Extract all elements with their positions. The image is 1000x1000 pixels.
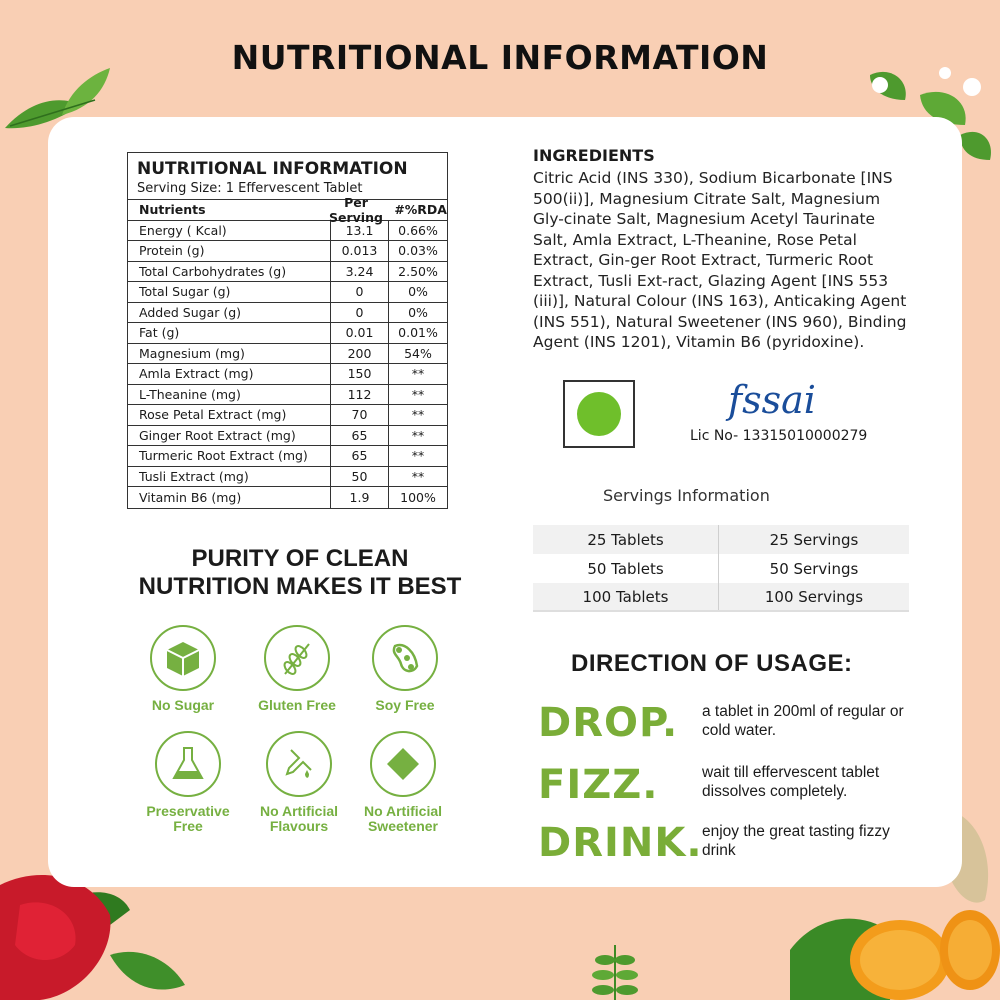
- step-desc-fizz: wait till effervescent tablet dissolves completely.: [702, 764, 880, 800]
- tablet-count: 25 Tablets: [533, 525, 719, 554]
- nutrient-rda: **: [388, 467, 447, 487]
- ingredients-text: Citric Acid (INS 330), Sodium Bicarbonate [INS 500(ii)], Magnesium Citrate Salt, Magnesium Gly-cinate Salt, Magnesium Acetyl Taurinate Salt, Amla Extract, L-Theanine, Rose Petal Extract, Gin-ger Root Extract, Turmeric Root Extract, Tusli Ext-ract, Glazing Agent [INS 553 (iii)], Natural Colour (INS 163), Anticaking Agent (INS 551), Natural Sweetener (INS 960), Binding Agent (INS 1201), Vitamin B6 (pyridoxine).: [533, 169, 907, 351]
- badge-no-artificial-flavours: [244, 731, 354, 834]
- purity-title-line1: PURITY OF CLEAN: [191, 545, 409, 572]
- nutrient-rda: **: [388, 364, 447, 384]
- servings-table: [533, 525, 909, 612]
- nutrient-rda: 0.03%: [388, 241, 447, 261]
- nutrient-name: Total Sugar (g): [139, 284, 231, 300]
- badge-label: Soy Free: [375, 697, 435, 713]
- badge-label: No Artificial Sweetener: [363, 803, 443, 834]
- fssai-license: Lic No- 13315010000279: [690, 428, 868, 444]
- nutrient-per-serving: 65: [330, 446, 388, 466]
- table-row: [533, 554, 909, 583]
- nutrient-name: Turmeric Root Extract (mg): [139, 448, 308, 464]
- nutrition-table: [127, 152, 448, 509]
- badge-no-sugar: [128, 625, 238, 713]
- nutrient-name: Vitamin B6 (mg): [139, 489, 242, 505]
- serving-size: Serving Size: 1 Effervescent Tablet: [128, 179, 447, 200]
- nutrient-rda: **: [388, 446, 447, 466]
- nutrient-per-serving: 0: [330, 282, 388, 302]
- nutrient-rda: 0%: [388, 303, 447, 323]
- page-title: NUTRITIONAL INFORMATION: [231, 38, 769, 77]
- nutrient-name: Magnesium (mg): [139, 345, 245, 361]
- badge-label: No Artificial Flavours: [259, 803, 339, 834]
- soybean-icon: [372, 625, 438, 691]
- table-row: [128, 344, 447, 365]
- nutrition-header-row: [128, 194, 447, 225]
- direction-title: DIRECTION OF USAGE:: [571, 650, 853, 677]
- nutrient-name: Ginger Root Extract (mg): [139, 427, 296, 443]
- badge-preservative-free: [133, 731, 243, 834]
- nutrient-per-serving: 65: [330, 426, 388, 446]
- nutrient-per-serving: 112: [330, 385, 388, 405]
- ingredients-title: INGREDIENTS: [533, 146, 655, 165]
- serving-count: 100 Servings: [764, 587, 864, 606]
- nutrient-rda: 0.66%: [388, 221, 447, 241]
- header-rda: #%RDA: [394, 202, 447, 218]
- table-row: [128, 241, 447, 262]
- nutrient-name: Fat (g): [139, 325, 180, 341]
- servings-title: Servings Information: [603, 486, 770, 505]
- nutrient-name: Tusli Extract (mg): [139, 468, 249, 484]
- table-row: [128, 467, 447, 488]
- nutrient-per-serving: 50: [330, 467, 388, 487]
- table-row: [128, 385, 447, 406]
- header-per-serving: Per Serving: [329, 194, 383, 225]
- badge-label: Gluten Free: [258, 697, 336, 713]
- serving-count: 25 Servings: [769, 530, 859, 549]
- step-desc-drop: a tablet in 200ml of regular or cold water.: [702, 703, 904, 739]
- cube-icon: [150, 625, 216, 691]
- nutrient-rda: **: [388, 405, 447, 425]
- step-word-fizz: FIZZ.: [538, 762, 659, 808]
- flask-icon: [155, 731, 221, 797]
- nutrient-rda: 2.50%: [388, 262, 447, 282]
- step-word-drink: DRINK.: [538, 820, 703, 866]
- tablet-count: 100 Tablets: [533, 583, 719, 610]
- nutrient-rda: 100%: [388, 487, 447, 508]
- table-row: [128, 323, 447, 344]
- table-row: [533, 525, 909, 554]
- leaf-bottom-center-decoration: [585, 940, 645, 1000]
- table-row: [128, 262, 447, 283]
- table-row: [128, 487, 447, 508]
- nutrient-per-serving: 0: [330, 303, 388, 323]
- nutrient-rda: **: [388, 426, 447, 446]
- nutrient-per-serving: 3.24: [330, 262, 388, 282]
- badge-label: No Sugar: [151, 697, 215, 713]
- nutrient-rda: 54%: [388, 344, 447, 364]
- nutrient-per-serving: 1.9: [330, 487, 388, 508]
- nutrient-name: Energy ( Kcal): [139, 222, 227, 238]
- veg-mark-icon: [563, 380, 635, 448]
- table-row: [128, 426, 447, 447]
- nutrient-per-serving: 0.013: [330, 241, 388, 261]
- table-row: [128, 221, 447, 242]
- nutrient-name: Protein (g): [139, 243, 205, 259]
- serving-count: 50 Servings: [769, 559, 859, 578]
- wheat-icon: [264, 625, 330, 691]
- nutrient-name: Rose Petal Extract (mg): [139, 407, 287, 423]
- table-row: [128, 364, 447, 385]
- nutrient-per-serving: 200: [330, 344, 388, 364]
- nutrient-name: L-Theanine (mg): [139, 386, 241, 402]
- purity-title: [100, 545, 500, 601]
- nutrient-name: Added Sugar (g): [139, 304, 242, 320]
- badge-soy-free: [350, 625, 460, 713]
- nutrient-per-serving: 70: [330, 405, 388, 425]
- table-row: [128, 282, 447, 303]
- badge-no-artificial-sweetener: [348, 731, 458, 834]
- badge-label: Preservative Free: [146, 803, 230, 834]
- table-row: [533, 583, 909, 612]
- table-row: [128, 405, 447, 426]
- fssai-logo: fssai: [728, 378, 816, 422]
- nutrient-rda: 0.01%: [388, 323, 447, 343]
- nutrient-rda: 0%: [388, 282, 447, 302]
- nutrient-per-serving: 13.1: [330, 221, 388, 241]
- table-row: [128, 446, 447, 467]
- badge-gluten-free: [242, 625, 352, 713]
- sweetener-packet-icon: [370, 731, 436, 797]
- table-row: [128, 303, 447, 324]
- nutrient-per-serving: 150: [330, 364, 388, 384]
- dropper-icon: [266, 731, 332, 797]
- header-nutrients: Nutrients: [139, 202, 206, 218]
- step-desc-drink: enjoy the great tasting fizzy drink: [702, 823, 890, 859]
- step-word-drop: DROP.: [538, 700, 679, 746]
- nutrient-name: Total Carbohydrates (g): [139, 263, 287, 279]
- tablet-count: 50 Tablets: [533, 554, 719, 583]
- nutrient-rda: **: [388, 385, 447, 405]
- nutrition-table-title: NUTRITIONAL INFORMATION: [137, 159, 408, 179]
- veg-dot: [577, 392, 621, 436]
- nutrient-per-serving: 0.01: [330, 323, 388, 343]
- purity-title-line2: NUTRITION MAKES IT BEST: [138, 573, 462, 600]
- nutrient-name: Amla Extract (mg): [139, 366, 254, 382]
